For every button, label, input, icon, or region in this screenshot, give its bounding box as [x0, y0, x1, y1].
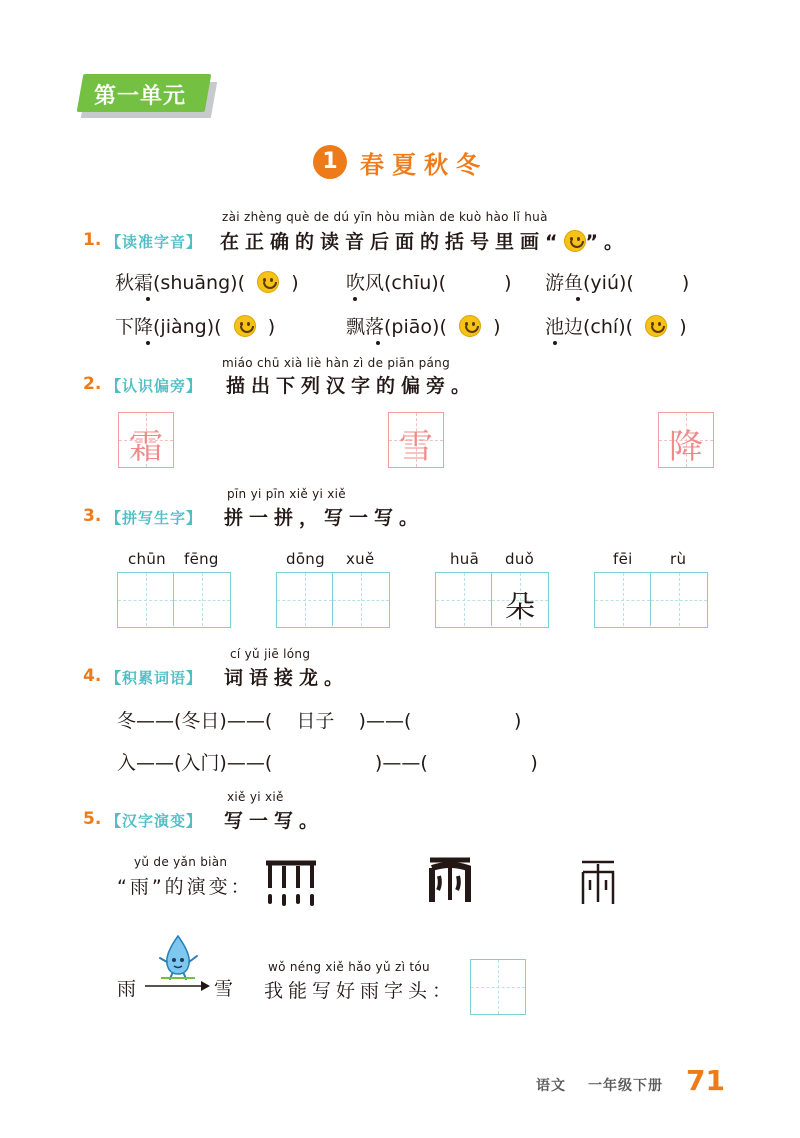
q5-write-pinyin: wǒ néng xiě hǎo yǔ zì tóu — [268, 960, 430, 974]
q5-pinyin: xiě yi xiě — [227, 790, 284, 804]
write-grid-1[interactable] — [117, 572, 231, 628]
chain-end-char: 雪 — [214, 978, 234, 1000]
q5-tag: 【汉字演变】 — [106, 812, 203, 830]
q3-pinyin-4b: rù — [670, 550, 687, 568]
q3-pinyin-3b: duǒ — [505, 550, 535, 568]
smiley-answer-icon[interactable] — [257, 271, 279, 293]
q4-tag: 【积累词语】 — [106, 669, 203, 687]
q4-line-1[interactable]: 冬——(冬日)——( 日子 )——( ) — [117, 710, 522, 732]
paren-open: ( — [626, 272, 634, 294]
bronze-glyph — [424, 856, 476, 906]
write-cell[interactable] — [118, 573, 174, 626]
q3-instruction: 拼一拼，写一写。 — [224, 507, 425, 529]
oracle-glyph — [262, 858, 320, 910]
lesson-title: 春夏秋冬 — [360, 151, 488, 179]
raindrop-mascot-icon — [155, 934, 201, 980]
trace-grid-2[interactable] — [388, 412, 444, 468]
q1-item-2 — [346, 268, 512, 295]
q1-item-word: 下降 — [115, 316, 154, 338]
q4-pinyin: cí yǔ jiē lóng — [230, 647, 311, 661]
q1-item-4 — [115, 312, 275, 339]
paren-close: ) — [679, 316, 687, 338]
q3-pinyin-1a: chūn — [128, 550, 166, 568]
emphasis-dot — [576, 297, 580, 301]
q1-item-pinyin: (piāo) — [384, 316, 440, 338]
q3-pinyin-2b: xuě — [346, 550, 375, 568]
q1-item-6 — [545, 312, 687, 339]
q1-item-pinyin: (chīu) — [384, 272, 439, 294]
trace-grid-3[interactable] — [658, 412, 714, 468]
smiley-icon — [564, 230, 586, 252]
q1-item-pinyin: (yiú) — [583, 272, 627, 294]
write-grid-2[interactable] — [276, 572, 390, 628]
q1-number: 1. — [83, 230, 102, 250]
write-cell[interactable] — [595, 573, 651, 626]
q1-pinyin: zài zhèng què de dú yīn hòu miàn de kuò hào lǐ huà — [222, 210, 548, 224]
q1-item-pinyin: (jiàng) — [153, 316, 215, 338]
seal-glyph — [578, 858, 618, 906]
q4-line-2[interactable]: 入——(入门)——( )——( ) — [117, 752, 538, 774]
emphasis-dot — [146, 341, 150, 345]
smiley-answer-icon[interactable] — [645, 315, 667, 337]
lesson-number-badge: 1 — [313, 145, 347, 179]
smiley-answer-icon[interactable] — [459, 315, 481, 337]
q1-item-pinyin: (shuāng) — [153, 272, 238, 294]
q1-text-before: 在正确的读音后面的括号里画“ — [220, 231, 564, 253]
q1-item-word: 飘落 — [346, 316, 385, 338]
q3-pinyin: pīn yi pīn xiě yi xiě — [227, 487, 346, 501]
write-cell[interactable] — [436, 573, 492, 626]
trace-char: 雪 — [399, 427, 433, 467]
paren-open: ( — [237, 272, 245, 294]
paren-open: ( — [625, 316, 634, 338]
paren-open: ( — [214, 316, 222, 338]
q3-pinyin-1b: fēng — [184, 550, 219, 568]
q3-pinyin-2a: dōng — [286, 550, 325, 568]
q1-item-pinyin: (chí) — [583, 316, 626, 338]
write-cell[interactable] — [174, 573, 230, 626]
rain-radical-write-grid[interactable] — [470, 959, 526, 1015]
emphasis-dot — [146, 297, 150, 301]
q1-item-word: 游鱼 — [545, 272, 584, 294]
paren-close: ) — [504, 272, 512, 294]
q4-number: 4. — [83, 666, 102, 686]
q5-evo-pinyin: yǔ de yǎn biàn — [134, 855, 228, 869]
q1-tag: 【读准字音】 — [106, 233, 203, 251]
q5-number: 5. — [83, 809, 102, 829]
paren-open: ( — [439, 316, 447, 338]
footer-subject: 语文 — [536, 1078, 566, 1094]
write-grid-4[interactable] — [594, 572, 708, 628]
q5-evo-label: “雨”的演变： — [117, 876, 253, 898]
paren-close: ) — [267, 316, 276, 338]
arrow-right-icon — [143, 978, 213, 994]
q1-item-3 — [545, 268, 689, 295]
write-cell[interactable] — [651, 573, 707, 626]
q2-tag: 【认识偏旁】 — [106, 377, 203, 395]
q1-instruction — [220, 227, 629, 254]
trace-char: 霜 — [129, 427, 163, 467]
write-cell[interactable] — [277, 573, 333, 626]
q3-pinyin-4a: fēi — [613, 550, 633, 568]
q1-item-5 — [346, 312, 500, 339]
write-char: 朵 — [505, 590, 535, 625]
q4-instruction: 词语接龙。 — [224, 667, 350, 689]
paren-open: ( — [438, 272, 447, 294]
smiley-answer-icon[interactable] — [234, 315, 256, 337]
write-cell[interactable] — [492, 573, 548, 626]
unit-title: 第一单元 — [94, 84, 187, 109]
q3-number: 3. — [83, 506, 102, 526]
trace-char: 降 — [669, 427, 703, 467]
q1-item-word: 秋霜 — [115, 272, 154, 294]
q1-item-word: 吹风 — [346, 272, 385, 294]
unit-banner — [80, 72, 218, 122]
trace-grid-1[interactable] — [118, 412, 174, 468]
paren-close: ) — [493, 316, 501, 338]
emphasis-dot — [553, 341, 557, 345]
q1-text-after: ”。 — [585, 231, 629, 253]
paren-close: ) — [291, 272, 299, 294]
footer-grade: 一年级下册 — [588, 1078, 663, 1094]
q2-pinyin: miáo chū xià liè hàn zì de piān páng — [222, 356, 450, 370]
write-cell[interactable] — [333, 573, 389, 626]
q3-tag: 【拼写生字】 — [106, 509, 203, 527]
q5-write-label: 我能写好雨字头： — [264, 980, 457, 1002]
q2-number: 2. — [83, 374, 102, 394]
q1-item-word: 池边 — [545, 316, 584, 338]
write-grid-3[interactable] — [435, 572, 549, 628]
paren-close: ) — [681, 272, 690, 294]
emphasis-dot — [353, 297, 357, 301]
chain-start-char: 雨 — [117, 978, 137, 1000]
q5-instruction: 写一写。 — [224, 810, 325, 832]
page-number: 71 — [686, 1064, 725, 1097]
q2-instruction: 描出下列汉字的偏旁。 — [226, 375, 477, 397]
q3-pinyin-3a: huā — [450, 550, 480, 568]
q1-item-1 — [115, 268, 299, 295]
emphasis-dot — [376, 341, 380, 345]
